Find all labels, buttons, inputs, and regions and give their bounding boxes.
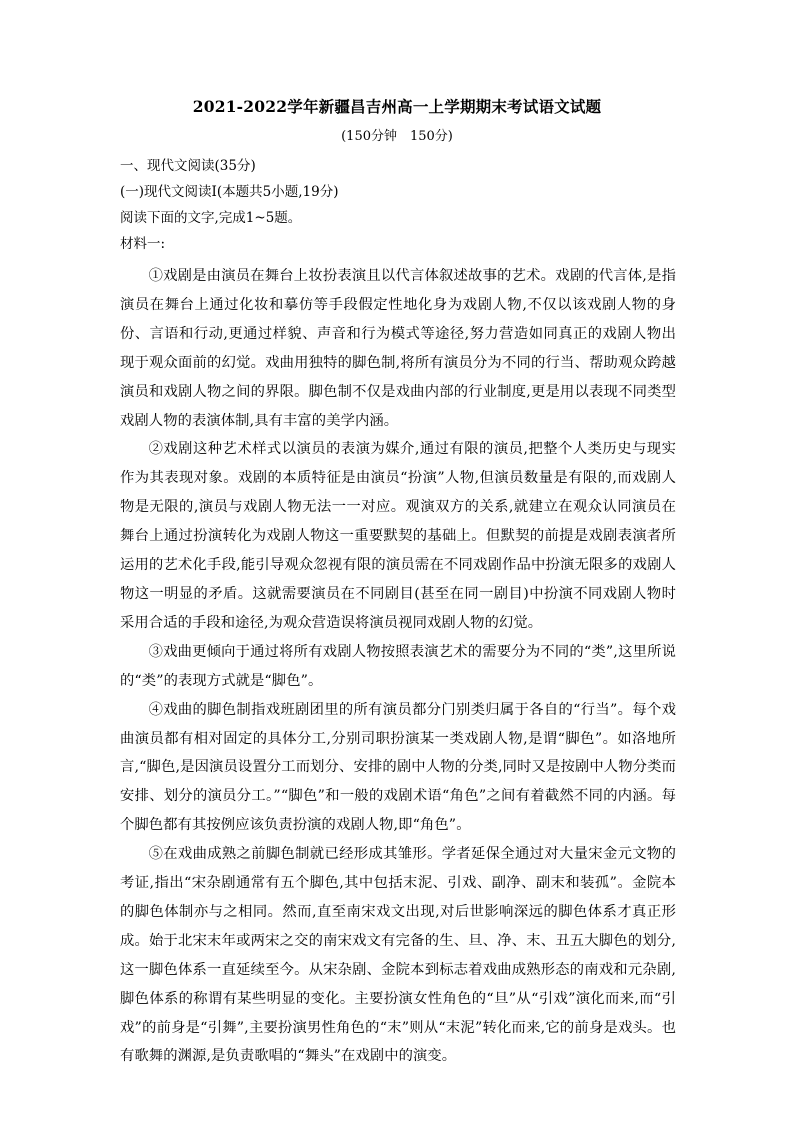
passage-paragraph-5: ⑤在戏曲成熟之前脚色制就已经形成其雏形。学者延保全通过对大量宋金元文物的考证,指出“宋杂剧通常有五个脚色,其中包括末泥、引戏、副净、副末和装孤”。金院本的脚色体制亦与之相同。然而,直至南宋戏文出现,对后世影响深远的脚色体系才真正形成。始于北宋末年或两宋之交的南宋戏文有完备的生、旦、净、末、丑五大脚色的划分,这一脚色体系一直延续至今。从宋杂剧、金院本到标志着戏曲成熟形态的南戏和元杂剧,脚色体系的称谓有某些明显的变化。主要扮演女性角色的“旦”从“引戏”演化而来,而“引戏”的前身是“引舞”,主要扮演男性角色的“末”则从“末泥”转化而来,它的前身是戏头。也有歌舞的渊源,是负责歌唱的“舞头”在戏剧中的演变。 xyxy=(120,846,676,1065)
passage-paragraph-4: ④戏曲的脚色制指戏班剧团里的所有演员都分门别类归属于各自的“行当”。每个戏曲演员都有相对固定的具体分工,分别司职扮演某一类戏剧人物,是谓“脚色”。如洛地所言,“脚色,是因演员设置分工而划分、安排的剧中人物的分类,同时又是按剧中人物分类而安排、划分的演员分工。”“脚色”和一般的戏剧术语“角色”之间有着截然不同的内涵。每个脚色都有其按例应该负责扮演的戏剧人物,即“角色”。 xyxy=(120,701,676,834)
subsection-heading: (一)现代文阅读Ⅰ(本题共5小题,19分) xyxy=(120,184,339,200)
passage-body xyxy=(120,262,676,1071)
passage-paragraph-3: ③戏曲更倾向于通过将所有戏剧人物按照表演艺术的需要分为不同的“类”,这里所说的“类”的表现方式就是“脚色”。 xyxy=(120,643,676,689)
section-heading: 一、现代文阅读(35分) xyxy=(120,158,256,174)
passage-paragraph-1: ①戏剧是由演员在舞台上妆扮表演且以代言体叙述故事的艺术。戏剧的代言体,是指演员在舞台上通过化妆和摹仿等手段假定性地化身为戏剧人物,不仅以该戏剧人物的身份、言语和行动,更通过样貌、声音和行为模式等途径,努力营造如同真正的戏剧人物出现于观众面前的幻觉。戏曲用独特的脚色制,将所有演员分为不同的行当、帮助观众跨越演员和戏剧人物之间的界限。脚色制不仅是戏曲内部的行业制度,更是用以表现不同类型戏剧人物的表演体制,具有丰富的美学内涵。 xyxy=(120,268,676,429)
exam-title: 2021-2022学年新疆昌吉州高一上学期期末考试语文试题 xyxy=(192,97,602,116)
material-label: 材料一: xyxy=(120,236,166,252)
passage-paragraph-2: ②戏剧这种艺术样式以演员的表演为媒介,通过有限的演员,把整个人类历史与现实作为其表现对象。戏剧的本质特征是由演员“扮演”人物,但演员数量是有限的,而戏剧人物是无限的,演员与戏剧人物无法一一对应。观演双方的关系,就建立在观众认同演员在舞台上通过扮演转化为戏剧人物这一重要默契的基础上。但默契的前提是戏剧表演者所运用的艺术化手段,能引导观众忽视有限的演员需在不同戏剧作品中扮演无限多的戏剧人物这一明显的矛盾。这就需要演员在不同剧目(甚至在同一剧目)中扮演不同戏剧人物时采用合适的手段和途径,为观众营造误将演员视同戏剧人物的幻觉。 xyxy=(120,441,676,631)
reading-instruction: 阅读下面的文字,完成1~5题。 xyxy=(120,210,302,226)
exam-duration-score: (150分钟 150分) xyxy=(341,129,453,144)
